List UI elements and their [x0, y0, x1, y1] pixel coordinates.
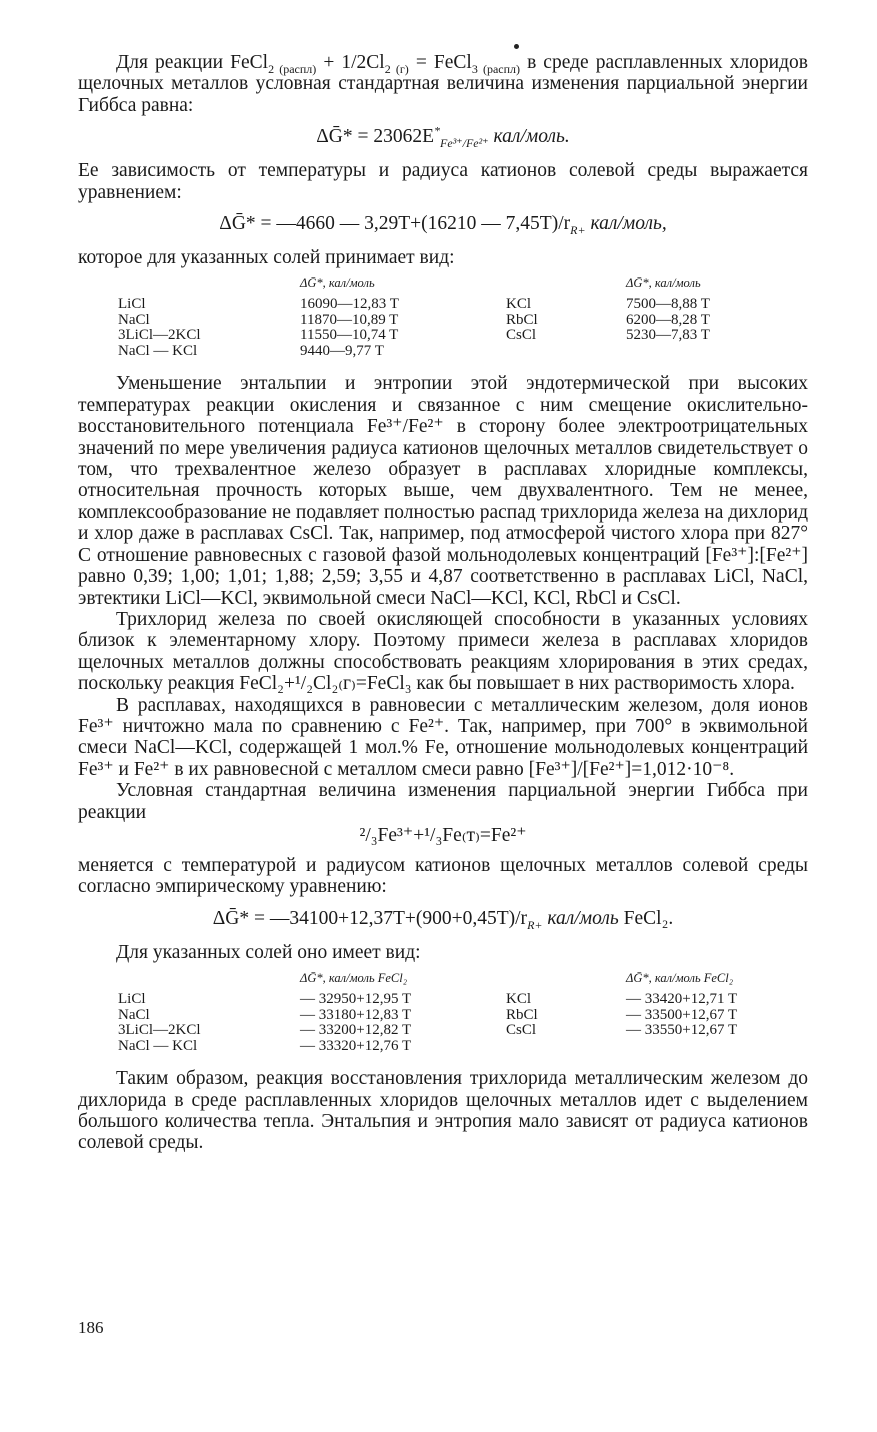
paragraph-10: Таким образом, реакция восстановления трихлорида металлическим железом до дихлорида в среде расплавленных хлоридов щелочных металлов идет с выделением большого количества тепла. Энтальпия и энтропия мало зависят от радиуса катионов солевой среды.	[78, 1068, 808, 1154]
p1-sub1: 2 (распл)	[268, 61, 317, 76]
paragraph-8: меняется с температурой и радиусом катионов щелочных металлов солевой среды согласно эмпирическому уравнению:	[78, 854, 808, 898]
table-row: NaCl — 33180+12,83 T RbCl — 33500+12,67 T	[118, 1006, 738, 1023]
page-body	[78, 52, 808, 1154]
eq1-sub: Fe³⁺/Fe²⁺	[440, 136, 489, 151]
paragraph-6: В расплавах, находящихся в равновесии с металлическим железом, доля ионов Fe³⁺ ничтожно мала по сравнению с Fe²⁺. Так, например, при 700° в эквимольной смеси NaCl—KCl, содержащей 1 мол.% Fe, отношение мольнодолевых концентраций Fe³⁺ и Fe²⁺ в их равновесной с металлом смеси равно [Fe³⁺]/[Fe²⁺]=1,012·10⁻⁸.	[78, 694, 808, 780]
table-row: NaCl — KCl — 33320+12,76 T	[118, 1037, 412, 1054]
p1-rest: в среде расплавленных хлоридов щелочных металлов условная стандартная величина изменения парциальной энергии Гиббса равна:	[78, 52, 808, 116]
table-row: NaCl — KCl 9440—9,77 T	[118, 342, 384, 359]
paragraph-7: Условная стандартная величина изменения парциальной энергии Гиббса при реакции	[78, 780, 808, 823]
table-row: 3LiCl—2KCl 11550—10,74 T CsCl 5230—7,83 T	[118, 327, 710, 344]
paragraph-1	[78, 52, 808, 116]
equation-1	[78, 123, 808, 151]
eq4-tail: FeCl₂.	[623, 907, 674, 929]
p1-sub3: 3 (распл)	[471, 61, 521, 76]
table-1-header-right: ΔḠ*, кал/моль	[626, 276, 701, 291]
eq1-sup: *	[434, 123, 441, 138]
p1-half: 1/2	[341, 52, 367, 73]
paragraph-9: Для указанных солей оно имеет вид:	[116, 941, 421, 963]
equation-4	[78, 908, 808, 930]
eq3-text: ²/₃Fe³⁺+¹/₃Fe₍т₎=Fe²⁺	[359, 824, 527, 846]
paragraph-2: Ее зависимость от температуры и радиуса катионов солевой среды выражается уравнением:	[78, 160, 808, 203]
eq1-left: ΔḠ* = 23062E	[316, 126, 435, 148]
table-1	[78, 276, 710, 359]
p1-eq: = FeCl	[408, 52, 472, 73]
eq4-main: ΔḠ* = —34100+12,37T+(900+0,45T)/r	[212, 907, 528, 929]
table-2-header	[78, 971, 737, 992]
paragraph-4: Уменьшение энтальпии и энтропии этой эндотермической при высоких температурах реакции окисления и связанное с ним смещение окислительно-восстановительного потенциала Fe³⁺/Fe²⁺ в сторону более электроотрицательных значений по мере увеличения радиуса катионов щелочных металлов свидетельствует о том, что трехвалентное железо образует в расплавах хлоридные комплексы, относительная прочность которых выше, чем двухвалентного. Тем не менее, комплексообразование не подавляет полностью распад трихлорида железа на дихлорид и хлор даже в расплавах CsCl. Так, например, под атмосферой чистого хлора при 827° С отношение равновесных с газовой фазой мольнодолевых концентраций [Fe³⁺]:[Fe²⁺] равно 0,39; 1,00; 1,01; 1,88; 2,59; 3,55 и 4,87 соответственно в расплавах LiCl, NaCl, эвтектики LiCl—KCl, эквимольной смеси NaCl—KCl, KCl, RbCl и CsCl.	[78, 373, 808, 609]
eq4-unit: кал/моль	[542, 907, 624, 929]
table-row: LiCl 16090—12,83 T KCl 7500—8,88 T	[118, 296, 710, 313]
p1-plus: +	[316, 52, 342, 73]
eq4-sub: R+	[527, 917, 543, 932]
eq2-main: ΔḠ* = —4660 — 3,29T+(16210 — 7,45T)/r	[219, 213, 571, 235]
table-2	[78, 971, 737, 1054]
page-number: 186	[78, 1318, 104, 1337]
eq2-sub: R+	[570, 222, 586, 237]
equation-2	[78, 213, 808, 235]
table-row: LiCl — 32950+12,95 T KCl — 33420+12,71 T	[118, 991, 738, 1008]
table-row: NaCl 11870—10,89 T RbCl 6200—8,28 T	[118, 311, 710, 328]
p1-cl: Cl	[366, 52, 385, 73]
equation-3	[78, 825, 808, 847]
table-2-header-left: ΔḠ*, кал/моль FeCl₂	[300, 971, 408, 986]
paragraph-3: которое для указанных солей принимает вид:	[78, 247, 455, 269]
table-row: 3LiCl—2KCl — 33200+12,82 T CsCl — 33550+12,67 T	[118, 1022, 738, 1039]
paragraph-5: Трихлорид железа по своей окисляющей способности в указанных условиях близок к элементарному хлору. Поэтому примеси железа в расплавах хлоридов щелочных металлов должны способствовать реакциям хлорирования в этих средах, поскольку реакция FeCl₂+¹/₂Cl₂₍г₎=FeCl₃ как бы повышает в них растворимость хлора.	[78, 608, 808, 695]
table-2-header-right: ΔḠ*, кал/моль FeCl₂	[626, 971, 734, 986]
speck	[514, 44, 519, 49]
eq2-unit: кал/моль,	[585, 213, 667, 235]
p1-sub2: 2 (г)	[384, 61, 409, 76]
eq1-unit: кал/моль.	[488, 126, 570, 148]
p1-start: Для реакции FeCl	[116, 52, 269, 73]
table-1-header	[78, 276, 710, 297]
table-1-header-left: ΔḠ*, кал/моль	[300, 276, 375, 291]
